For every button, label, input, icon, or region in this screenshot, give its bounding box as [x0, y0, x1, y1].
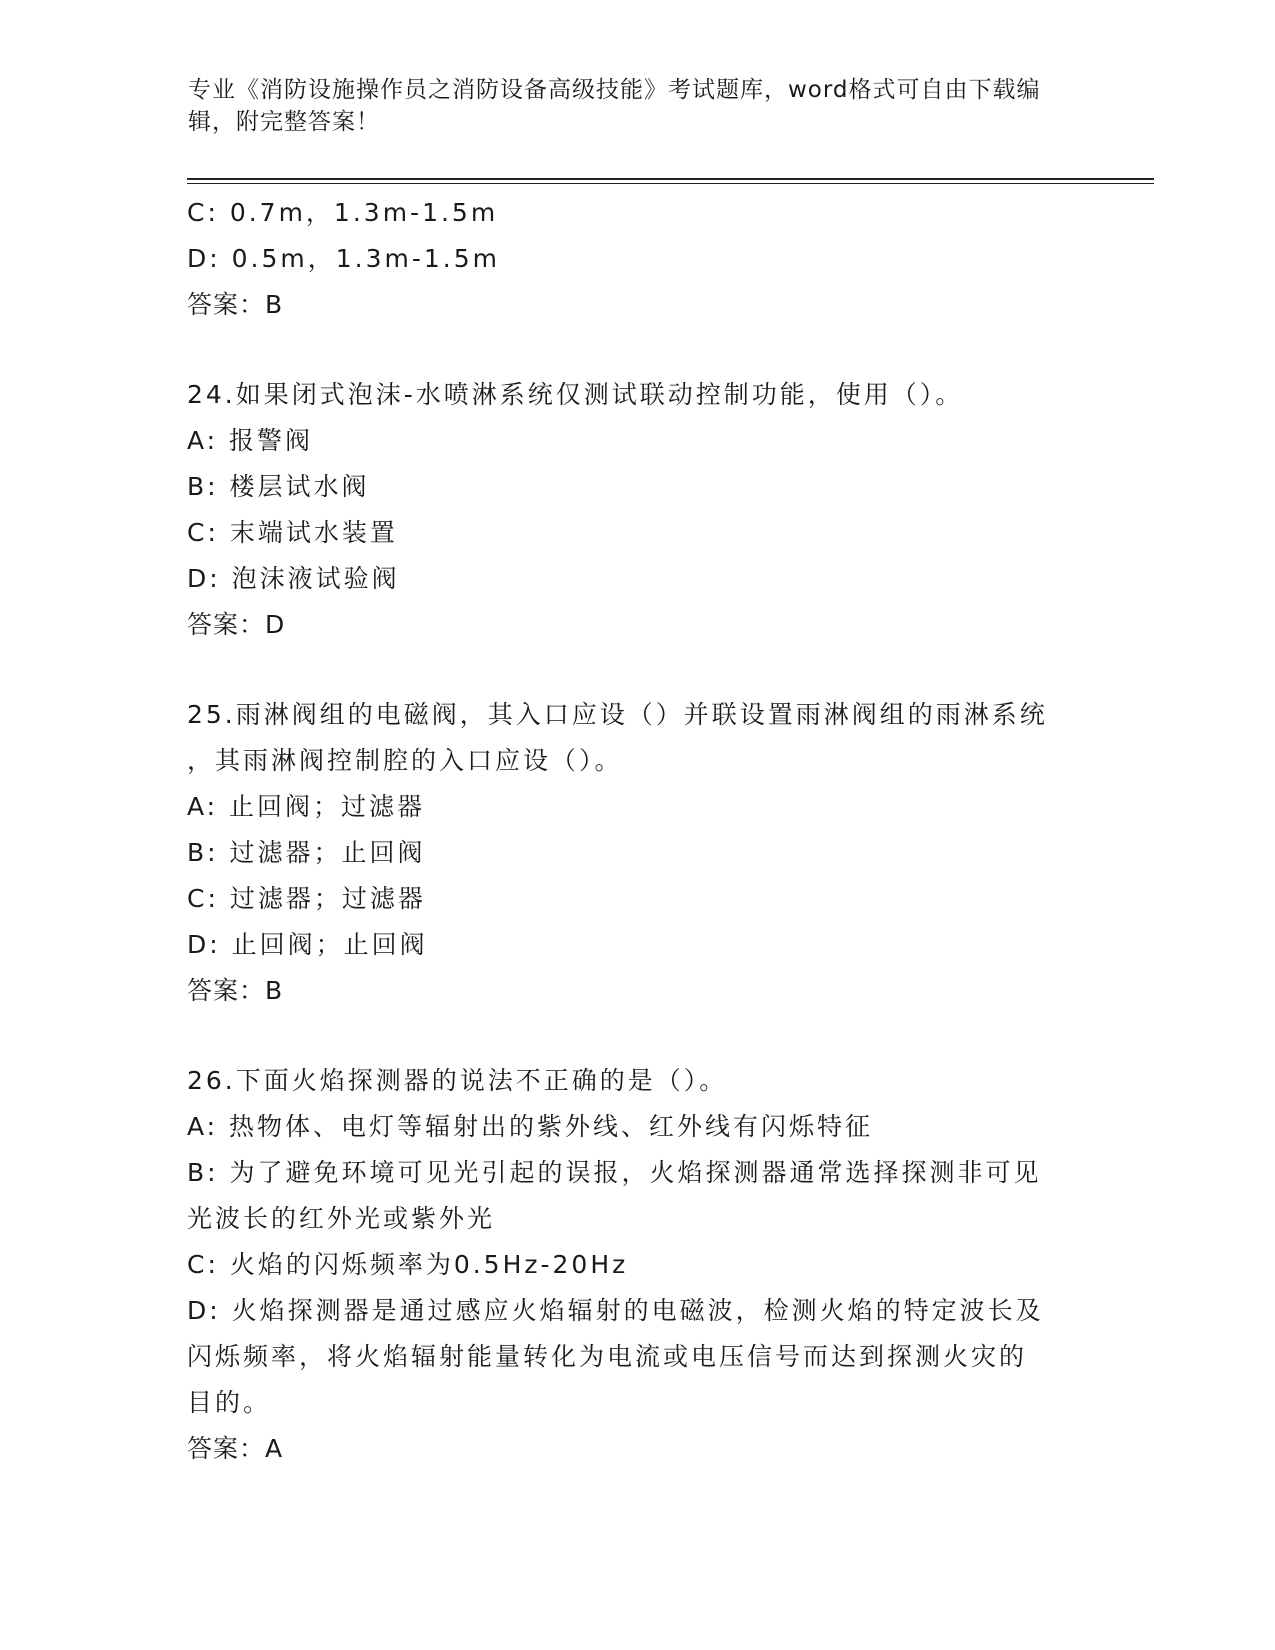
option-d: D: 0.5m，1.3m-1.5m: [187, 244, 500, 273]
option-d-cont-1: 闪烁频率，将火焰辐射能量转化为电流或电压信号而达到探测火灾的: [187, 1342, 1028, 1371]
option-d-cont-2: 目的。: [187, 1388, 272, 1417]
option-b: B: 为了避免环境可见光引起的误报，火焰探测器通常选择探测非可见: [187, 1158, 1042, 1187]
prev-question: [187, 190, 1087, 328]
question-25: [187, 692, 1087, 1014]
question-stem-cont: ，其雨淋阀控制腔的入口应设（）。: [187, 746, 623, 775]
header-line-1: 专业《消防设施操作员之消防设备高级技能》考试题库，word格式可自由下载编: [188, 77, 1041, 103]
header-line-2: 辑，附完整答案！: [188, 109, 380, 135]
option-c: C: 过滤器；过滤器: [187, 884, 426, 913]
option-a: A: 报警阀: [187, 426, 314, 455]
document-body: [187, 190, 1087, 1472]
option-c: C: 0.7m，1.3m-1.5m: [187, 198, 499, 227]
option-d: D: 泡沫液试验阀: [187, 564, 400, 593]
answer-line: 答案：B: [187, 290, 284, 319]
option-b-cont: 光波长的红外光或紫外光: [187, 1204, 496, 1233]
question-24: [187, 372, 1087, 648]
answer-line: 答案：D: [187, 610, 286, 639]
option-a: A: 止回阀；过滤器: [187, 792, 426, 821]
header-divider-thick: [187, 178, 1154, 180]
question-stem: 24.如果闭式泡沫-水喷淋系统仅测试联动控制功能，使用（）。: [187, 380, 964, 409]
question-stem: 26.下面火焰探测器的说法不正确的是（）。: [187, 1066, 728, 1095]
question-26: [187, 1058, 1087, 1472]
document-header: [188, 74, 1088, 138]
option-b: B: 楼层试水阀: [187, 472, 370, 501]
question-stem: 25.雨淋阀组的电磁阀，其入口应设（）并联设置雨淋阀组的雨淋系统: [187, 700, 1048, 729]
answer-line: 答案：B: [187, 976, 284, 1005]
option-d: D: 止回阀；止回阀: [187, 930, 428, 959]
answer-line: 答案：A: [187, 1434, 284, 1463]
option-d: D: 火焰探测器是通过感应火焰辐射的电磁波，检测火焰的特定波长及: [187, 1296, 1044, 1325]
option-c: C: 末端试水装置: [187, 518, 398, 547]
option-c: C: 火焰的闪烁频率为0.5Hz-20Hz: [187, 1250, 629, 1279]
option-a: A: 热物体、电灯等辐射出的紫外线、红外线有闪烁特征: [187, 1112, 874, 1141]
option-b: B: 过滤器；止回阀: [187, 838, 426, 867]
header-divider-thin: [187, 183, 1154, 184]
